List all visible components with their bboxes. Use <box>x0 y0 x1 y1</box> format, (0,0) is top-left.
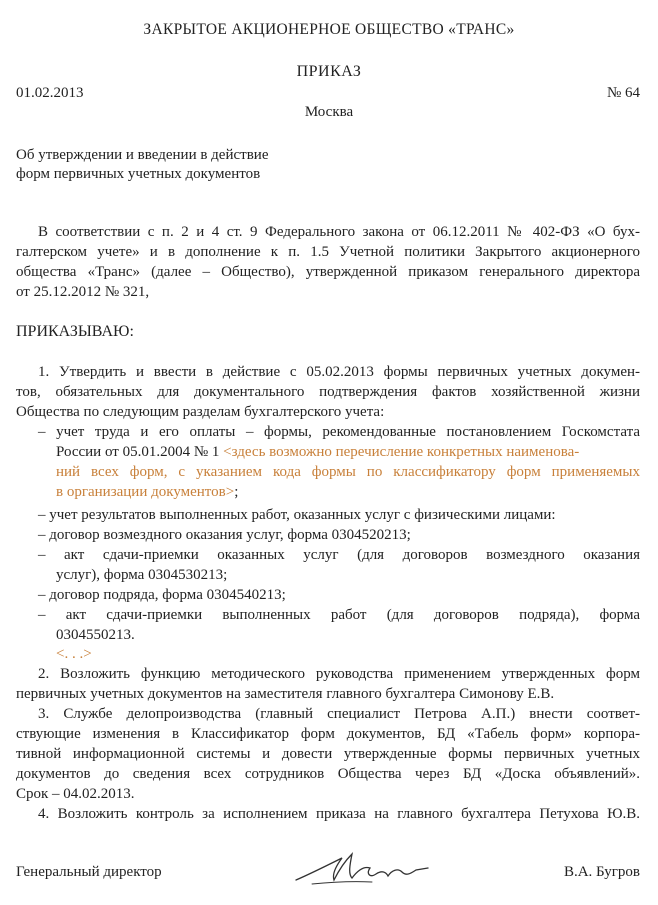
item-3-line: документов до сведения всех сотрудников Общества через БД «Доска объявлений». <box>16 766 640 782</box>
services-list-item: 0304550213. <box>56 627 135 643</box>
item-3-line: Срок – 04.02.2013. <box>16 786 135 802</box>
item-3-line: 3. Службе делопроизводства (главный специалист Петрова А.П.) внести соответ- <box>38 706 640 722</box>
signatory-position: Генеральный директор <box>16 864 162 880</box>
placeholder-note: <здесь возможно перечисление конкретных наименова- <box>223 444 580 460</box>
sub-item-services: – учет результатов выполненных работ, оказанных услуг с физическими лицами: <box>38 507 556 523</box>
preamble-line: В соответствии с п. 2 и 4 ст. 9 Федерального закона от 06.12.2011 № 402-ФЗ «О бух- <box>38 224 640 240</box>
services-list-item: – акт сдачи-приемки выполненных работ (для договоров подряда), форма <box>38 607 640 623</box>
sub-item-labor-line: России от 05.01.2004 № 1 <здесь возможно перечисление конкретных наименова- <box>56 444 580 460</box>
placeholder-note: ний всех форм, с указанием кода формы по классификатору форм применяемых <box>56 464 640 480</box>
item-3-line: тивной информационной системы и довести утвержденные формы первичных учетных <box>16 746 640 762</box>
preamble-line: общества «Транс» (далее – Общество), утвержденной приказом генерального директора <box>16 264 640 280</box>
signatory-name: В.А. Бугров <box>563 864 640 880</box>
ellipsis-note: <. . .> <box>56 646 92 662</box>
services-list-item: – акт сдачи-приемки оказанных услуг (для договоров возмездного оказания <box>38 547 640 563</box>
document-date: 01.02.2013 <box>16 85 84 101</box>
item-2-line: 2. Возложить функцию методического руководства применением утвержденных форм <box>38 666 640 682</box>
company-name: ЗАКРЫТОЕ АКЦИОНЕРНОЕ ОБЩЕСТВО «ТРАНС» <box>143 21 515 38</box>
item-1-line: 1. Утвердить и ввести в действие с 05.02.2013 формы первичных учетных докумен- <box>38 364 640 380</box>
sub-item-labor-line: в организации документов>; <box>56 484 239 500</box>
services-list-item: – договор подряда, форма 0304540213; <box>38 587 286 603</box>
sub-item-labor-line: – учет труда и его оплаты – формы, рекомендованные постановлением Госкомстата <box>38 424 640 440</box>
item-1-line: тов, обязательных для документального подтверждения фактов хозяйственной жизни <box>16 384 640 400</box>
services-list-item: услуг), форма 0304530213; <box>56 567 228 583</box>
document-city: Москва <box>304 104 354 120</box>
subject-line: форм первичных учетных документов <box>16 166 261 182</box>
item-1-line: Общества по следующим разделам бухгалтерского учета: <box>16 404 385 420</box>
item-4-line: 4. Возложить контроль за исполнением приказа на главного бухгалтера Петухова Ю.В. <box>38 806 640 822</box>
item-3-line: ствующие изменения в Классификатор форм документов, БД «Табель форм» корпора- <box>16 726 640 742</box>
document-number: № 64 <box>606 85 640 101</box>
placeholder-note: в организации документов> <box>56 484 235 500</box>
preamble-line: галтерском учете» и в дополнение к п. 1.5 Учетной политики Закрытого акционерного <box>16 244 640 260</box>
document-type: ПРИКАЗ <box>296 63 362 80</box>
subject-line: Об утверждении и введении в действие <box>16 147 269 163</box>
order-word: ПРИКАЗЫВАЮ: <box>16 323 134 340</box>
preamble-line: от 25.12.2012 № 321, <box>16 284 150 300</box>
services-list-item: – договор возмездного оказания услуг, форма 0304520213; <box>38 527 411 543</box>
handwritten-signature <box>292 844 432 892</box>
item-2-line: первичных учетных документов на заместителя главного бухгалтера Симонову Е.В. <box>16 686 555 702</box>
